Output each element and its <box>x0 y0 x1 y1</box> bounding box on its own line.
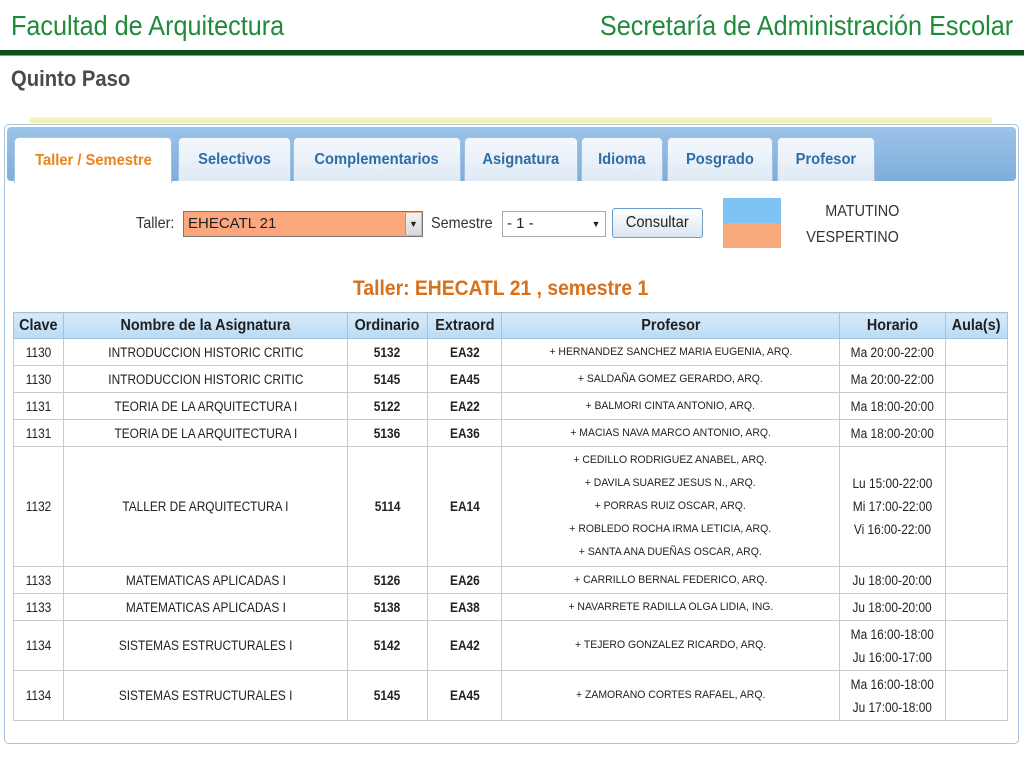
cell-clave: 1134 <box>14 671 64 721</box>
cell-nombre: SISTEMAS ESTRUCTURALES I <box>64 621 348 671</box>
col-profesor: Profesor <box>502 313 840 339</box>
vespertino-label: VESPERTINO <box>806 229 899 246</box>
horario-slot: Ju 18:00-20:00 <box>852 599 933 615</box>
profesor-name: + TEJERO GONZALEZ RICARDO, ARQ. <box>574 639 767 651</box>
cell-aula <box>946 447 1008 567</box>
cell-aula <box>946 366 1008 393</box>
col-extraord: Extraord <box>428 313 502 339</box>
horario-slot: Mi 17:00-22:00 <box>852 499 933 514</box>
cell-profesor <box>502 567 840 594</box>
horario-slot: Ma 18:00-20:00 <box>850 398 935 414</box>
cell-extraord: EA32 <box>428 339 502 366</box>
horario-slot: Lu 15:00-22:00 <box>852 476 933 491</box>
office-title: Secretaría de Administración Escolar <box>599 10 1013 41</box>
cell-horario <box>840 420 946 447</box>
cell-aula <box>946 567 1008 594</box>
horario-slot: Ju 17:00-18:00 <box>852 699 933 715</box>
cell-nombre: INTRODUCCION HISTORIC CRITIC <box>64 339 348 366</box>
cell-clave: 1132 <box>14 447 64 567</box>
cell-horario <box>840 594 946 621</box>
table-row <box>14 420 1008 447</box>
cell-clave: 1131 <box>14 420 64 447</box>
table-row <box>14 567 1008 594</box>
cell-aula <box>946 420 1008 447</box>
table-row <box>14 393 1008 420</box>
highlight-bar <box>30 117 992 123</box>
cell-profesor <box>502 339 840 366</box>
chevron-down-icon[interactable]: ▼ <box>591 219 601 229</box>
semestre-select[interactable] <box>502 211 606 237</box>
cell-clave: 1130 <box>14 366 64 393</box>
matutino-label: MATUTINO <box>824 203 899 220</box>
schedule-table <box>13 312 1008 721</box>
cell-profesor <box>502 447 840 567</box>
table-row <box>14 366 1008 393</box>
tab-selectivos[interactable]: Selectivos <box>178 137 291 181</box>
table-row <box>14 447 1008 567</box>
cell-horario <box>840 366 946 393</box>
col-aulas: Aula(s) <box>946 313 1008 339</box>
cell-nombre: SISTEMAS ESTRUCTURALES I <box>64 671 348 721</box>
table-row <box>14 339 1008 366</box>
cell-extraord: EA38 <box>428 594 502 621</box>
cell-clave: 1133 <box>14 567 64 594</box>
cell-ordinario: 5145 <box>348 671 428 721</box>
step-title: Quinto Paso <box>11 66 131 91</box>
tab-bar <box>7 127 1016 181</box>
cell-nombre: INTRODUCCION HISTORIC CRITIC <box>64 366 348 393</box>
cell-ordinario: 5138 <box>348 594 428 621</box>
cell-nombre: TALLER DE ARQUITECTURA I <box>64 447 348 567</box>
tab-profesor[interactable]: Profesor <box>777 137 875 181</box>
cell-extraord: EA22 <box>428 393 502 420</box>
table-row <box>14 621 1008 671</box>
chevron-down-icon[interactable]: ▼ <box>405 213 421 235</box>
cell-aula <box>946 393 1008 420</box>
cell-profesor <box>502 420 840 447</box>
horario-slot: Ma 18:00-20:00 <box>850 425 935 441</box>
profesor-name: + CARRILLO BERNAL FEDERICO, ARQ. <box>573 573 768 586</box>
semestre-select-value: - 1 - <box>507 215 534 232</box>
profesor-name: + ROBLEDO ROCHA IRMA LETICIA, ARQ. <box>569 523 772 535</box>
cell-profesor <box>502 671 840 721</box>
cell-ordinario: 5145 <box>348 366 428 393</box>
profesor-name: + BALMORI CINTA ANTONIO, ARQ. <box>585 399 756 412</box>
tab-asignatura[interactable]: Asignatura <box>464 137 578 181</box>
cell-aula <box>946 671 1008 721</box>
horario-slot: Ju 18:00-20:00 <box>852 572 933 588</box>
cell-clave: 1130 <box>14 339 64 366</box>
horario-slot: Ma 16:00-18:00 <box>850 676 935 692</box>
cell-ordinario: 5142 <box>348 621 428 671</box>
cell-ordinario: 5122 <box>348 393 428 420</box>
cell-clave: 1131 <box>14 393 64 420</box>
profesor-name: + SANTA ANA DUEÑAS OSCAR, ARQ. <box>578 546 763 558</box>
cell-profesor <box>502 621 840 671</box>
cell-extraord: EA42 <box>428 621 502 671</box>
schedule-panel <box>4 124 1019 744</box>
cell-horario <box>840 567 946 594</box>
cell-profesor <box>502 393 840 420</box>
profesor-name: + HERNANDEZ SANCHEZ MARIA EUGENIA, ARQ. <box>548 345 793 358</box>
taller-label: Taller: <box>136 215 175 232</box>
faculty-title: Facultad de Arquitectura <box>11 10 285 41</box>
cell-ordinario: 5126 <box>348 567 428 594</box>
col-horario: Horario <box>840 313 946 339</box>
cell-aula <box>946 621 1008 671</box>
cell-horario <box>840 447 946 567</box>
cell-horario <box>840 393 946 420</box>
taller-select[interactable] <box>183 211 423 237</box>
cell-profesor <box>502 594 840 621</box>
taller-select-value: EHECATL 21 <box>188 215 277 232</box>
horario-slot: Ju 16:00-17:00 <box>852 649 933 665</box>
cell-extraord: EA26 <box>428 567 502 594</box>
tab-complementarios[interactable]: Complementarios <box>293 137 461 181</box>
header-divider-thin <box>0 55 1024 56</box>
cell-nombre: TEORIA DE LA ARQUITECTURA I <box>64 420 348 447</box>
cell-horario <box>840 339 946 366</box>
col-nombre: Nombre de la Asignatura <box>64 313 348 339</box>
cell-extraord: EA36 <box>428 420 502 447</box>
cell-ordinario: 5136 <box>348 420 428 447</box>
table-row <box>14 671 1008 721</box>
profesor-name: + ZAMORANO CORTES RAFAEL, ARQ. <box>575 689 766 701</box>
slide-header <box>0 0 1024 52</box>
tab-taller-semestre[interactable]: Taller / Semestre <box>14 137 172 183</box>
table-row <box>14 594 1008 621</box>
profesor-name: + PORRAS RUIZ OSCAR, ARQ. <box>594 500 747 512</box>
horario-slot: Ma 16:00-18:00 <box>850 626 935 642</box>
horario-slot: Ma 20:00-22:00 <box>850 344 935 360</box>
schedule-title: Taller: EHECATL 21 , semestre 1 <box>353 277 649 300</box>
semestre-label: Semestre <box>431 215 493 232</box>
cell-extraord: EA14 <box>428 447 502 567</box>
cell-horario <box>840 621 946 671</box>
cell-aula <box>946 339 1008 366</box>
cell-extraord: EA45 <box>428 366 502 393</box>
table-header-row <box>14 313 1008 339</box>
cell-ordinario: 5114 <box>348 447 428 567</box>
matutino-swatch <box>723 198 781 223</box>
tab-idioma[interactable]: Idioma <box>581 137 663 181</box>
tab-posgrado[interactable]: Posgrado <box>667 137 773 181</box>
col-ordinario: Ordinario <box>348 313 428 339</box>
cell-nombre: TEORIA DE LA ARQUITECTURA I <box>64 393 348 420</box>
cell-aula <box>946 594 1008 621</box>
profesor-name: + NAVARRETE RADILLA OLGA LIDIA, ING. <box>568 600 773 613</box>
horario-slot: Ma 20:00-22:00 <box>850 371 935 387</box>
col-clave: Clave <box>14 313 64 339</box>
cell-extraord: EA45 <box>428 671 502 721</box>
profesor-name: + DAVILA SUAREZ JESUS N., ARQ. <box>585 477 756 489</box>
cell-profesor <box>502 366 840 393</box>
cell-clave: 1133 <box>14 594 64 621</box>
profesor-name: + SALDAÑA GOMEZ GERARDO, ARQ. <box>578 372 763 385</box>
horario-slot: Vi 16:00-22:00 <box>853 522 932 537</box>
cell-clave: 1134 <box>14 621 64 671</box>
cell-ordinario: 5132 <box>348 339 428 366</box>
vespertino-swatch <box>723 223 781 248</box>
profesor-name: + MACIAS NAVA MARCO ANTONIO, ARQ. <box>570 426 771 439</box>
profesor-name: + CEDILLO RODRIGUEZ ANABEL, ARQ. <box>573 454 768 466</box>
consultar-button[interactable]: Consultar <box>612 208 703 238</box>
cell-nombre: MATEMATICAS APLICADAS I <box>64 567 348 594</box>
cell-nombre: MATEMATICAS APLICADAS I <box>64 594 348 621</box>
cell-horario <box>840 671 946 721</box>
